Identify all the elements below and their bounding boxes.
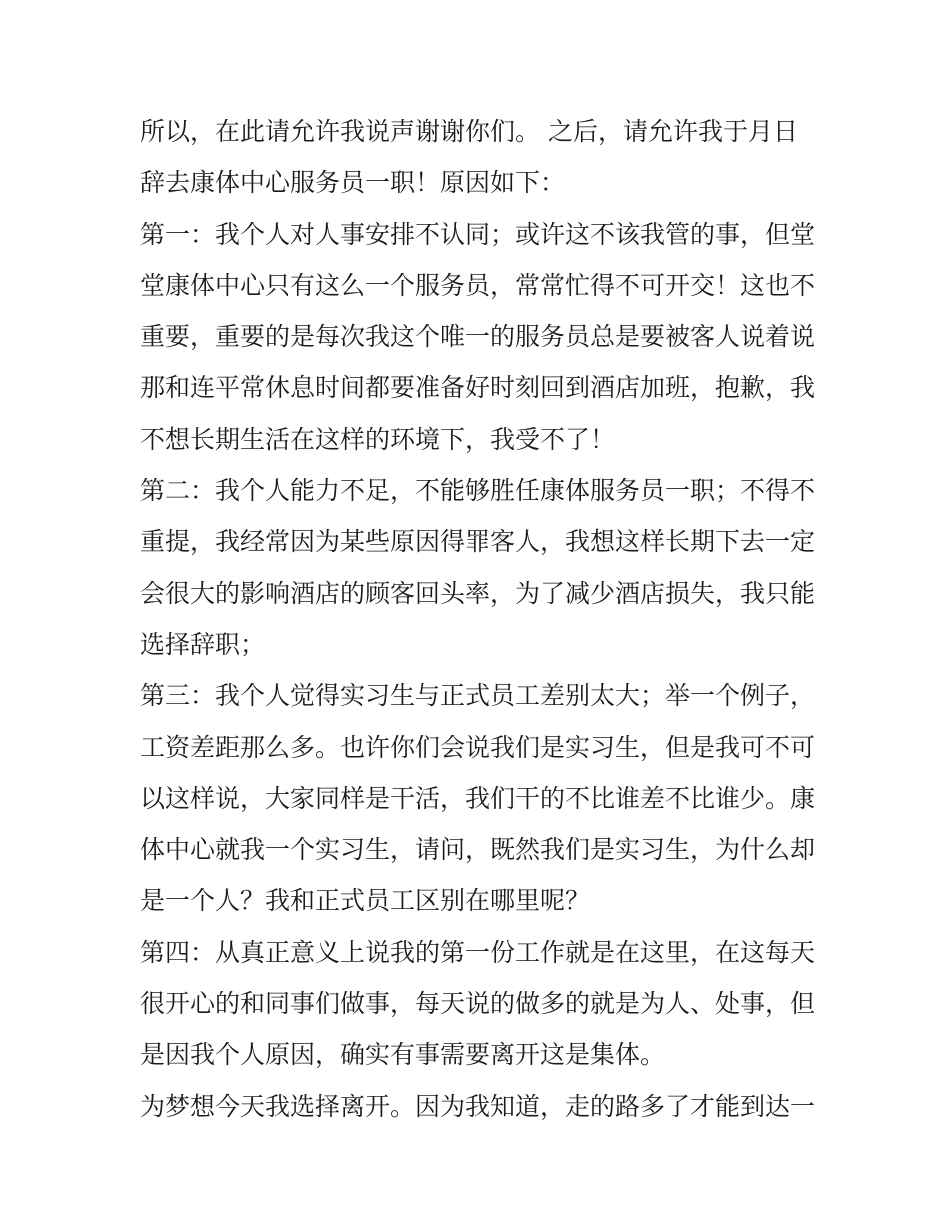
text-line: 重提，我经常因为某些原因得罪客人，我想这样长期下去一定 [140, 527, 816, 557]
text-line: 堂康体中心只有这么一个服务员，常常忙得不可开交！这也不 [140, 270, 816, 300]
text-line: 会很大的影响酒店的顾客回头率，为了减少酒店损失，我只能 [140, 578, 816, 608]
text-line: 工资差距那么多。也许你们会说我们是实习生，但是我可不可 [140, 732, 816, 762]
text-line: 所以，在此请允许我说声谢谢你们。 之后，请允许我于月日 [140, 117, 798, 146]
text-line: 为梦想今天我选择离开。因为我知道，走的路多了才能到达一 [140, 1091, 816, 1121]
text-line: 很开心的和同事们做事，每天说的做多的就是为人、处事，但 [140, 989, 816, 1019]
text-line: 选择辞职； [140, 629, 266, 659]
text-line: 那和连平常休息时间都要准备好时刻回到酒店加班，抱歉，我 [140, 373, 816, 403]
text-line: 第四：从真正意义上说我的第一份工作就是在这里，在这每天 [140, 937, 816, 967]
text-line: 不想长期生活在这样的环境下，我受不了！ [140, 424, 616, 454]
text-line: 体中心就我一个实习生，请问，既然我们是实习生，为什么却 [140, 835, 816, 865]
text-line: 以这样说，大家同样是干活，我们干的不比谁差不比谁少。康 [140, 783, 816, 813]
text-line: 第三：我个人觉得实习生与正式员工差别太大；举一个例子， [140, 681, 816, 711]
text-line: 辞去康体中心服务员一职！原因如下： [140, 168, 566, 198]
text-line: 是因我个人原因，确实有事需要离开这是集体。 [140, 1040, 666, 1070]
text-line: 第一：我个人对人事安排不认同；或许这不该我管的事，但堂 [140, 219, 816, 249]
text-line: 重要，重要的是每次我这个唯一的服务员总是要被客人说着说 [140, 322, 816, 352]
text-line: 是一个人？我和正式员工区别在哪里呢？ [140, 886, 591, 916]
text-line: 第二：我个人能力不足，不能够胜任康体服务员一职；不得不 [140, 476, 816, 506]
letter-body [140, 106, 820, 1132]
